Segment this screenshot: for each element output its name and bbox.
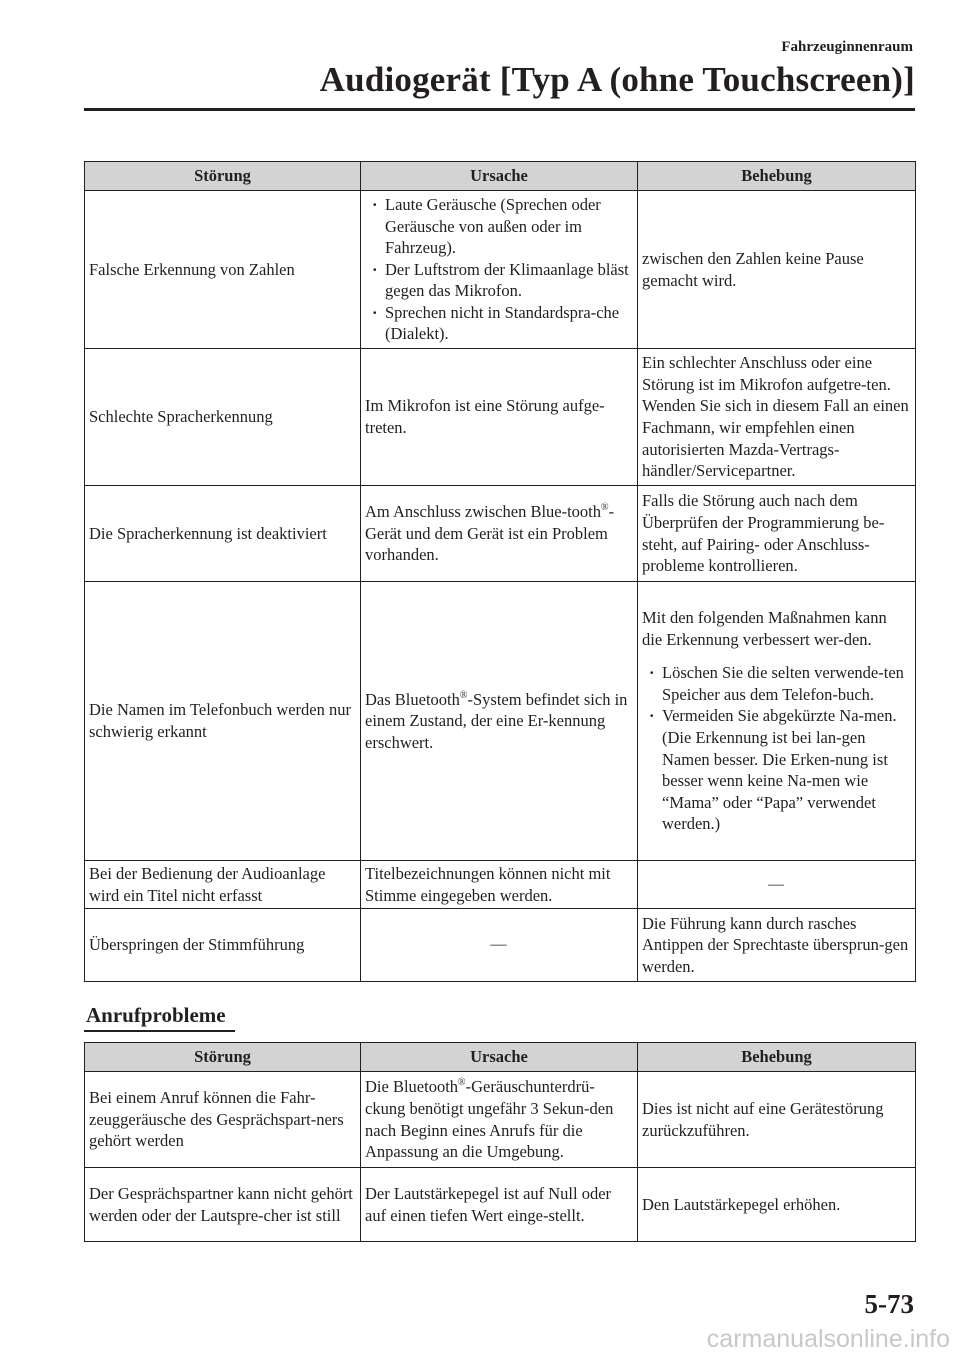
column-header: Ursache <box>361 1043 638 1072</box>
ursache-text: -System befindet sich in einem Zustand, der eine Er-kennung erschwert. <box>365 689 628 752</box>
stoerung-cell: Schlechte Spracherkennung <box>85 349 361 486</box>
ursache-cell <box>361 486 638 582</box>
table-row <box>85 191 916 349</box>
ursache-cell: Der Lautstärkepegel ist auf Null oder auf einen tiefen Wert einge-stellt. <box>361 1168 638 1242</box>
watermark: carmanualsonline.info <box>706 1325 950 1353</box>
header-rule <box>84 108 915 111</box>
table-row <box>85 582 916 861</box>
behebung-cell: — <box>638 861 916 909</box>
table-row <box>85 486 916 582</box>
behebung-cell: Dies ist nicht auf eine Gerätestörung zurückzuführen. <box>638 1072 916 1168</box>
behebung-cell: Falls die Störung auch nach dem Überprüfen der Programmierung be-steht, auf Pairing- oder Anschluss-probleme kontrollieren. <box>638 486 916 582</box>
table-row <box>85 861 916 909</box>
registered-mark: ® <box>601 502 609 514</box>
behebung-cell: Ein schlechter Anschluss oder eine Störung ist im Mikrofon aufgetre-ten. Wenden Sie sich in diesem Fall an einen Fachmann, wir empfehlen einen autorisierten Mazda-Vertrags-händler/Servicepartner. <box>638 349 916 486</box>
registered-mark: ® <box>458 1077 466 1089</box>
ursache-text: Am Anschluss zwischen Blue-tooth <box>365 502 602 522</box>
ursache-text: Die Bluetooth <box>365 1077 459 1097</box>
registered-mark: ® <box>459 689 468 701</box>
column-header: Behebung <box>638 1043 916 1072</box>
stoerung-cell: Überspringen der Stimmführung <box>85 909 361 982</box>
behebung-cell: zwischen den Zahlen keine Pause gemacht wird. <box>638 191 916 349</box>
ursache-cell <box>361 191 638 349</box>
ursache-text: -Geräuschunterdrü-ckung benötigt ungefähr 3 Sekun-den nach Beginn eines Anrufs für die Anpassung an die Umgebung. <box>365 1077 614 1162</box>
stoerung-cell: Die Spracherkennung ist deaktiviert <box>85 486 361 582</box>
list-item: · Der Luftstrom der Klimaanlage bläst gegen das Mikrofon. <box>365 259 632 302</box>
table-row <box>85 909 916 982</box>
column-header: Ursache <box>361 162 638 191</box>
table-row <box>85 1072 916 1168</box>
ursache-cell <box>361 582 638 861</box>
section-title: Anrufprobleme <box>86 1003 226 1027</box>
stoerung-cell: Die Namen im Telefonbuch werden nur schwierig erkannt <box>85 582 361 861</box>
list-item: · Laute Geräusche (Sprechen oder Geräusche von außen oder im Fahrzeug). <box>365 194 632 259</box>
ursache-text: Das Bluetooth <box>365 689 460 709</box>
ursache-cell: — <box>361 909 638 982</box>
table-header-row <box>85 162 916 191</box>
column-header: Störung <box>85 162 361 191</box>
behebung-cell: Die Führung kann durch rasches Antippen der Sprechtaste übersprun-gen werden. <box>638 909 916 982</box>
stoerung-cell: Der Gesprächspartner kann nicht gehört werden oder der Lautspre-cher ist still <box>85 1168 361 1242</box>
behebung-cell <box>638 582 916 861</box>
ursache-cell <box>361 1072 638 1168</box>
page-title: Audiogerät [Typ A (ohne Touchscreen)] <box>319 60 915 99</box>
list-item: · Vermeiden Sie abgekürzte Na-men. (Die Erkennung ist bei lan-gen Namen besser. Die Erken-nung ist besser wenn keine Na-men wie “Mama” oder “Papa” verwendet werden.) <box>642 705 910 835</box>
table-row <box>85 349 916 486</box>
table-row <box>85 1168 916 1242</box>
ursache-cell: Im Mikrofon ist eine Störung aufge-treten. <box>361 349 638 486</box>
list-item: · Löschen Sie die selten verwende-ten Speicher aus dem Telefon-buch. <box>642 662 910 705</box>
voice-recognition-table <box>84 161 916 982</box>
table-header-row <box>85 1043 916 1072</box>
column-header: Behebung <box>638 162 916 191</box>
ursache-text: -Gerät und dem Gerät ist ein Problem vorhanden. <box>365 502 615 565</box>
section-title-underline <box>84 1030 235 1032</box>
behebung-intro: Mit den folgenden Maßnahmen kann die Erkennung verbessert wer-den. <box>642 608 887 649</box>
column-header: Störung <box>85 1043 361 1072</box>
section-header: Fahrzeuginnenraum <box>781 39 913 55</box>
page-number: 5-73 <box>864 1289 914 1319</box>
ursache-cell: Titelbezeichnungen können nicht mit Stimme eingegeben werden. <box>361 861 638 909</box>
stoerung-cell: Bei der Bedienung der Audioanlage wird ein Titel nicht erfasst <box>85 861 361 909</box>
call-problems-table <box>84 1042 916 1242</box>
behebung-cell: Den Lautstärkepegel erhöhen. <box>638 1168 916 1242</box>
stoerung-cell: Falsche Erkennung von Zahlen <box>85 191 361 349</box>
list-item: · Sprechen nicht in Standardspra-che (Dialekt). <box>365 302 632 345</box>
stoerung-cell: Bei einem Anruf können die Fahr-zeuggeräusche des Gesprächspart-ners gehört werden <box>85 1072 361 1168</box>
